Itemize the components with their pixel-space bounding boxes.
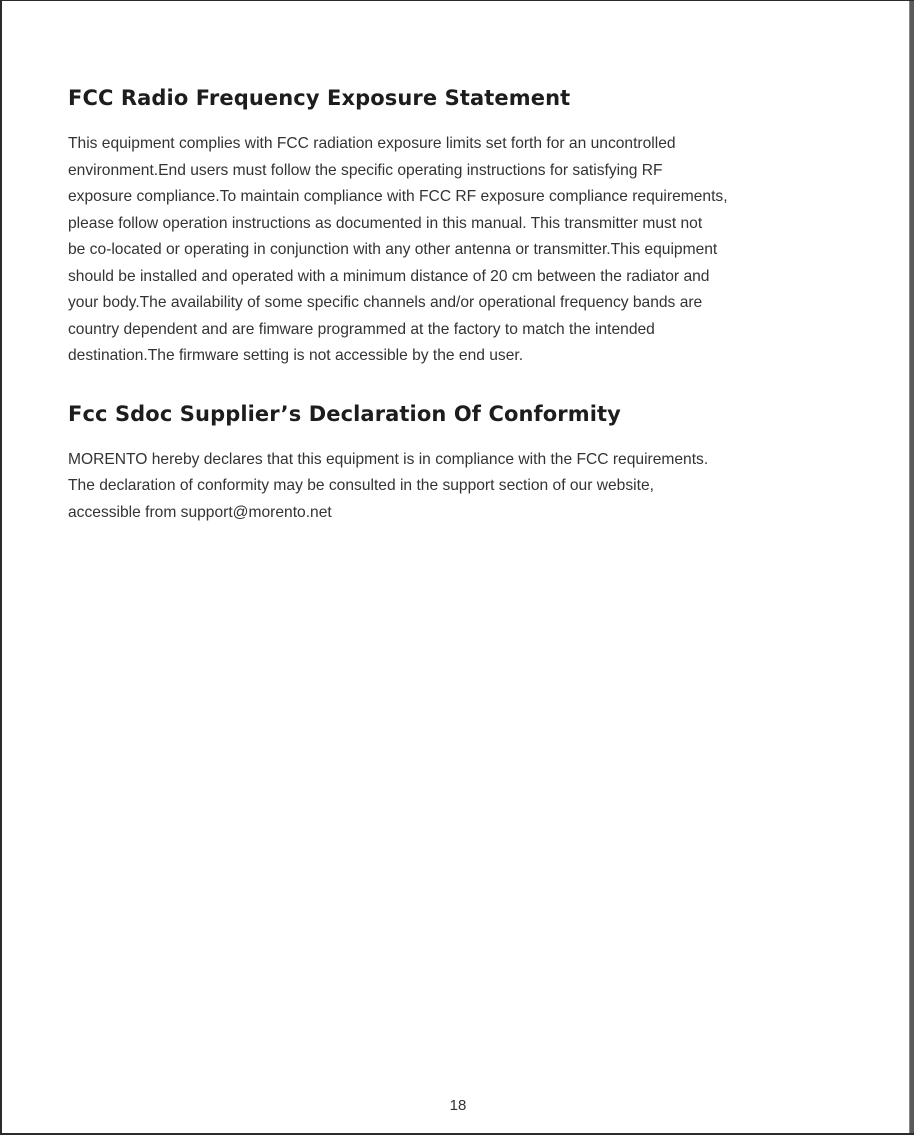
sdoc-heading: Fcc Sdoc Supplier’s Declaration Of Conformity <box>68 401 621 426</box>
rf-exposure-line-6: should be installed and operated with a minimum distance of 20 cm between the radiator and <box>68 267 710 285</box>
rf-exposure-body <box>68 131 868 370</box>
rf-exposure-line-1: This equipment complies with FCC radiation exposure limits set forth for an uncontrolled <box>68 135 676 152</box>
rf-exposure-line-5: be co-located or operating in conjunction with any other antenna or transmitter.This equipment <box>68 241 718 258</box>
rf-exposure-line-2: environment.End users must follow the specific operating instructions for satisfying RF <box>68 161 663 179</box>
rf-exposure-line-8: country dependent and are fimware programmed at the factory to match the intended <box>68 320 655 338</box>
page-number: 18 <box>449 1097 467 1114</box>
rf-exposure-heading: FCC Radio Frequency Exposure Statement <box>68 86 571 110</box>
sdoc-line-1: MORENTO hereby declares that this equipment is in compliance with the FCC requirements. <box>68 450 709 468</box>
page-edge <box>909 1 914 1133</box>
rf-exposure-line-3: exposure compliance.To maintain compliance with FCC RF exposure compliance requirements, <box>68 188 728 205</box>
rf-exposure-line-4: please follow operation instructions as documented in this manual. This transmitter must not <box>68 214 703 232</box>
sdoc-body <box>68 447 868 527</box>
rf-exposure-line-7: your body.The availability of some specific channels and/or operational frequency bands are <box>68 294 703 311</box>
rf-exposure-line-9: destination.The firmware setting is not accessible by the end user. <box>68 347 524 364</box>
sdoc-line-2: The declaration of conformity may be consulted in the support section of our website, <box>68 477 654 494</box>
sdoc-line-3: accessible from support@morento.net <box>68 503 332 521</box>
page-content <box>68 83 868 526</box>
